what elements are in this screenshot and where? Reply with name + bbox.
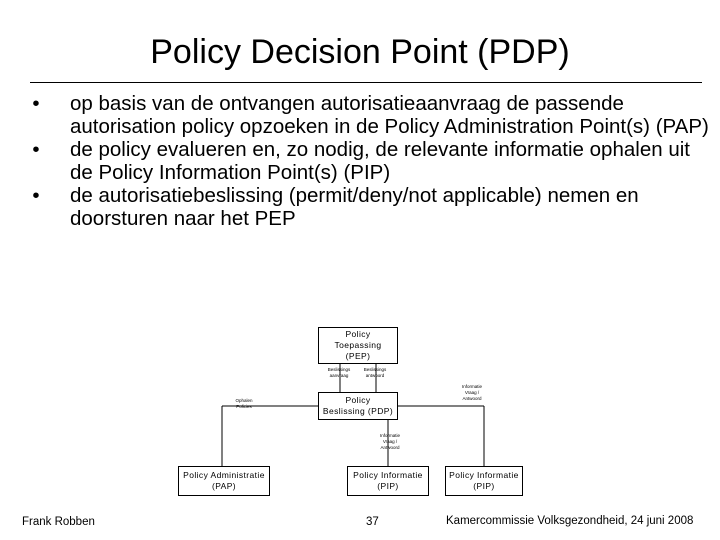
bullet-text: de policy evalueren en, zo nodig, de relevante informatie ophalen uit de Policy Information Point(s) (PIP)	[70, 138, 690, 184]
label-fetch-policies	[226, 398, 262, 410]
label-info-request-center	[370, 433, 410, 451]
pip-box-2-line2: (PIP)	[473, 481, 495, 491]
pip-box-1	[347, 466, 429, 496]
label-decision-response-line2: antwoord	[365, 373, 385, 378]
label-decision-response-line1: Beslissings	[363, 367, 387, 372]
bullet-marker: •	[32, 92, 40, 115]
label-info-request-right	[452, 384, 492, 402]
pip-box-2	[445, 466, 523, 496]
slide-title: Policy Decision Point (PDP)	[150, 33, 570, 71]
pep-box-line3: (PEP)	[345, 351, 371, 361]
label-decision-request-line2: aanvraag	[329, 373, 349, 378]
pip-box-1-line2: (PIP)	[377, 481, 399, 491]
pip-box-2-line1: Policy Informatie	[449, 470, 519, 480]
label-fetch-policies-line1: Ophalen	[235, 398, 253, 403]
pep-box	[318, 327, 398, 364]
label-info-center-line3: Antwoord	[380, 445, 400, 450]
pdp-box-line2: Beslissing (PDP)	[322, 406, 394, 416]
pap-box	[178, 466, 270, 496]
label-info-center-line1: Informatie	[379, 433, 400, 438]
pap-box-line1: Policy Administratie	[183, 470, 265, 480]
pip-box-1-line1: Policy Informatie	[353, 470, 423, 480]
footer-event: Kamercommissie Volksgezondheid, 24 juni 2008	[446, 515, 694, 527]
footer-page-number: 37	[366, 516, 379, 528]
bullet-text: de autorisatiebeslissing (permit/deny/not applicable) nemen en doorsturen naar het PEP	[70, 184, 639, 230]
bullet-marker: •	[32, 184, 40, 207]
bullet-marker: •	[32, 138, 40, 161]
label-fetch-policies-line2: Policies	[236, 404, 252, 409]
pap-box-line2: (PAP)	[211, 481, 237, 491]
label-info-right-line3: Antwoord	[462, 396, 482, 401]
label-decision-request	[320, 367, 358, 379]
pep-box-line1: Policy	[345, 329, 371, 339]
pep-box-line2: Toepassing	[334, 340, 382, 350]
label-decision-request-line1: Beslissings	[327, 367, 351, 372]
label-info-center-line2: Vraag /	[382, 439, 398, 444]
bullet-text: op basis van de ontvangen autorisatieaanvraag de passende autorisation policy opzoeken in de Policy Administration Point(s) (PAP)	[70, 92, 709, 138]
footer-author: Frank Robben	[22, 516, 95, 528]
pdp-box	[318, 392, 398, 420]
pdp-box-line1: Policy	[345, 395, 371, 405]
label-decision-response	[356, 367, 394, 379]
label-info-right-line2: Vraag /	[464, 390, 480, 395]
label-info-right-line1: Informatie	[461, 384, 482, 389]
